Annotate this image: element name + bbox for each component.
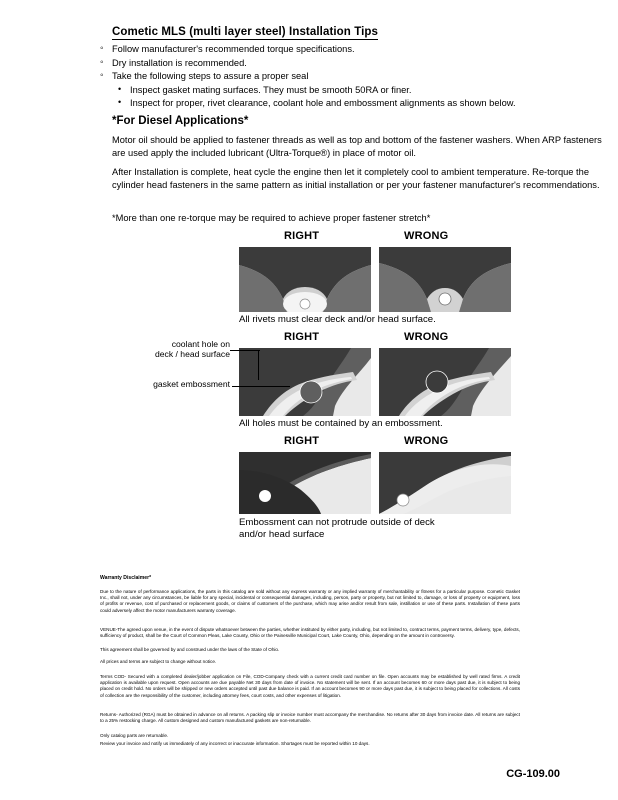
figure-3-right-label: RIGHT — [284, 435, 320, 447]
annotation-coolant-hole-line2: deck / head surface — [154, 349, 230, 359]
figure-3-wrong-label: WRONG — [404, 435, 449, 447]
list-item: ◦ Follow manufacturer's recommended torque specifications. — [100, 44, 610, 54]
figure-2-wrong-panel — [379, 348, 511, 416]
tips-list — [100, 44, 610, 112]
list-item: ◦ Take the following steps to assure a proper seal — [100, 71, 610, 81]
list-item: • Inspect gasket mating surfaces. They must be smooth 50RA or finer. — [100, 85, 610, 95]
leader-line-coolant-hole — [230, 350, 260, 351]
diesel-paragraph-2: After Installation is complete, heat cycle the engine then let it completely cool to ambient temperature. Re-torque the cylinder head fasteners in the same pattern as initial installation or per your fastener manufacturer's recommendations. — [112, 167, 600, 190]
warranty-title: Warranty Disclaimer* — [100, 575, 152, 581]
list-item: • Inspect for proper, rivet clearance, coolant hole and embossment alignments as shown below. — [100, 98, 610, 108]
warranty-paragraph-3: This agreement shall be governed by and construed under the laws of the State of Ohio. — [100, 647, 280, 652]
figure-1-wrong-panel — [379, 247, 511, 312]
warranty-paragraph-8: Review your invoice and notify us immediately of any incorrect or inaccurate information. Shortages must be reported within 10 days. — [100, 741, 370, 746]
warranty-paragraph-5: Terms COD- Secured with a completed dealer/jobber application on File, COD-Company check with a current credit card number on file. Open accounts may be established by well rated firms. A credit application is available upon request. Open accounts are due payable Net 30 days from date of invoice. No statement will be sent. If an account becomes 60 or more days past due, it is subject to being placed on credit hold. No orders will be shipped or new orders accepted until past due balance is paid. If an account becomes 90 or more days past due, it is subject to being placed for collections. All costs of collection are the responsibility of the customer, including attorney fees, court costs, and other expenses of litigation. — [100, 674, 520, 698]
figure-3-wrong-panel — [379, 452, 511, 514]
figure-2-wrong-label: WRONG — [404, 331, 449, 343]
annotation-gasket-embossment: gasket embossment — [153, 379, 230, 389]
figure-3-caption — [239, 517, 569, 541]
figure-3-caption-line2: and/or head surface — [239, 529, 325, 540]
leader-line-embossment — [232, 386, 290, 387]
rivet-interfere-diagram — [379, 247, 511, 312]
warranty-paragraph-1: Due to the nature of performance applications, the parts in this catalog are sold without any express warranty or any implied warranty of merchantability or fitness for a particular purpose. Cometic Gasket Inc., shall not, under any circumstances, be liable for any special, incidental or consequential damages, including, person, party or property, but not limited to, damage, or loss of property or equipment, loss of profits or revenue, cost of purchased or replacement goods, or claims of customers of the purchase, which may arise and/or result from sale, instillation or use of these parts. Installation of these parts could adversely affect the motor manufacturers warranty coverage. — [100, 589, 520, 613]
list-item: ◦ Dry installation is recommended. — [100, 58, 610, 68]
page-title: Cometic MLS (multi layer steel) Installation Tips — [112, 26, 379, 38]
embossment-inside-deck-diagram — [239, 452, 371, 514]
diesel-paragraph-3: *More than one re-torque may be required to achieve proper fastener stretch* — [112, 213, 431, 223]
figure-1-right-panel — [239, 247, 371, 312]
annotation-coolant-hole — [120, 339, 230, 359]
warranty-paragraph-2: VENUE-The agreed upon venue, in the event of dispute whatsoever between the parties, whether instituted by either party, including, but not limited to, contract terms, payment terms, delivery, type, defects, sufficiency of product, shall be the Court of Common Pleas, Lake County, Ohio or the Painesville Municipal Court, Lake County, Ohio, depending on the amount in controversy. — [100, 627, 520, 639]
figure-3-caption-line1: Embossment can not protrude outside of deck — [239, 517, 435, 528]
figure-2-caption: All holes must be contained by an embossment. — [239, 418, 443, 429]
section-heading-diesel: *For Diesel Applications* — [112, 115, 249, 127]
figure-1-right-label: RIGHT — [284, 230, 320, 242]
annotation-coolant-hole-line1: coolant hole on — [171, 339, 230, 349]
rivet-clear-diagram — [239, 247, 371, 312]
figure-2-right-label: RIGHT — [284, 331, 320, 343]
warranty-paragraph-4: All prices and terms are subject to change without notice. — [100, 659, 217, 664]
diesel-paragraph-1: Motor oil should be applied to fastener threads as well as top and bottom of the fastener washers. When ARP fasteners are used apply the included lubricant (Ultra-Torque®) in place of motor oil. — [112, 135, 602, 158]
warranty-paragraph-7: Only catalog parts are returnable. — [100, 733, 169, 738]
embossment-outside-deck-diagram — [379, 452, 511, 514]
warranty-paragraph-6: Returns- Authorized (RGA) must be obtained in advance on all returns. A packing slip or invoice number must accompany the merchandise. No returns after 30 days from invoice date. All returns are subject to a 25% restocking charge. All custom designed and custom manufactured gaskets are non-returnable. — [100, 712, 520, 724]
figure-3-right-panel — [239, 452, 371, 514]
leader-line-coolant-hole-drop — [258, 350, 259, 380]
document-number: CG-109.00 — [506, 768, 560, 780]
figure-1-caption: All rivets must clear deck and/or head surface. — [239, 314, 436, 325]
hole-outside-embossment-diagram — [379, 348, 511, 416]
figure-1-wrong-label: WRONG — [404, 230, 449, 242]
